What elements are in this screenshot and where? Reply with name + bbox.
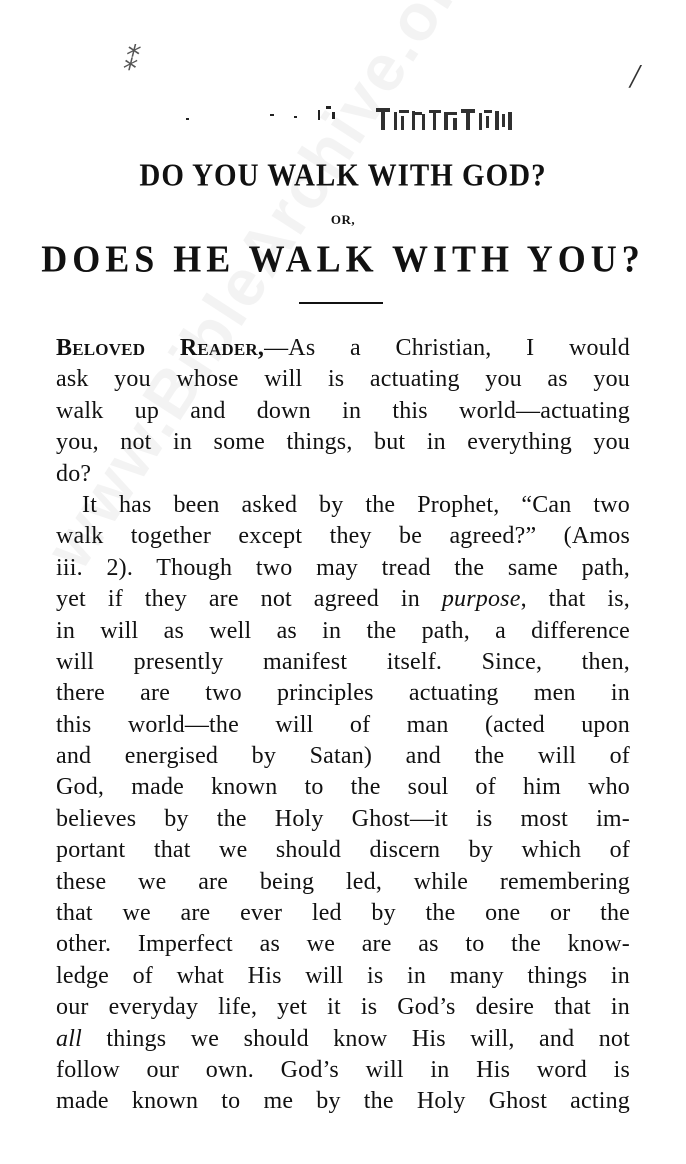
emphasis: purpose — [441, 586, 521, 613]
faded-stamp — [186, 102, 546, 138]
text-span: , that is, — [520, 586, 630, 613]
text-line: ask you whose will is actuating you as you — [56, 366, 630, 393]
text-line: this world—the will of man (acted upon — [56, 711, 630, 738]
text-line: and energised by Satan) and the will of — [56, 743, 630, 770]
text-line — [56, 1024, 630, 1055]
title-conjunction: OR, — [330, 212, 356, 227]
stamp-speck — [318, 110, 320, 120]
text-span: —As a Christian, I would — [264, 335, 630, 361]
text-line: will presently manifest itself. Since, then, — [56, 648, 630, 675]
text-line: these we are being led, while remembering — [56, 868, 630, 895]
text-line: that we are ever led by the one or the — [56, 900, 630, 927]
text-line: walk up and down in this world—actuating — [56, 397, 630, 424]
body-text — [56, 333, 630, 1118]
margin-mark-left: ⁑ — [122, 46, 136, 77]
text-line: God, made known to the soul of him who — [56, 774, 630, 801]
text-line: our everyday life, yet it is God’s desire that in — [56, 994, 630, 1021]
text-line: do? — [56, 460, 92, 487]
stamp-speck — [186, 118, 189, 120]
text-line: other. Imperfect as we are as to the know- — [56, 931, 630, 958]
text-line: you, not in some things, but in everything you — [56, 429, 630, 456]
text-line: there are two principles actuating men in — [56, 680, 630, 707]
text-line: follow our own. God’s will in His word is — [56, 1056, 630, 1083]
text-line: It has been asked by the Prophet, “Can two — [82, 491, 630, 518]
margin-mark-right: / — [630, 58, 640, 95]
text-line — [56, 333, 630, 364]
stamp-letters — [376, 108, 512, 130]
text-line: portant that we should discern by which of — [56, 837, 630, 864]
text-span: yet if they are not agreed in — [56, 586, 442, 613]
page-title: DO YOU WALK WITH GOD? — [139, 158, 547, 194]
emphasis: all — [56, 1025, 82, 1052]
text-line: made known to me by the Holy Ghost acting — [56, 1088, 630, 1115]
text-line: believes by the Holy Ghost—it is most im- — [56, 805, 630, 832]
text-span: things we should know His will, and not — [81, 1025, 630, 1052]
text-line: in will as well as in the path, a difference — [56, 617, 630, 644]
text-line: walk together except they be agreed?” (Amos — [56, 523, 630, 550]
stamp-speck — [294, 116, 297, 118]
stamp-speck — [332, 112, 335, 119]
title-divider — [299, 302, 383, 304]
stamp-speck — [326, 106, 331, 109]
stamp-speck — [270, 114, 274, 116]
text-line — [56, 584, 630, 615]
stamp-text: T — [186, 102, 187, 103]
text-line: ledge of what His will is in many things in — [56, 962, 630, 989]
text-line: iii. 2). Though two may tread the same path, — [56, 554, 630, 581]
page-subtitle: DOES HE WALK WITH YOU? — [41, 238, 645, 280]
salutation: Beloved Reader, — [56, 335, 265, 361]
